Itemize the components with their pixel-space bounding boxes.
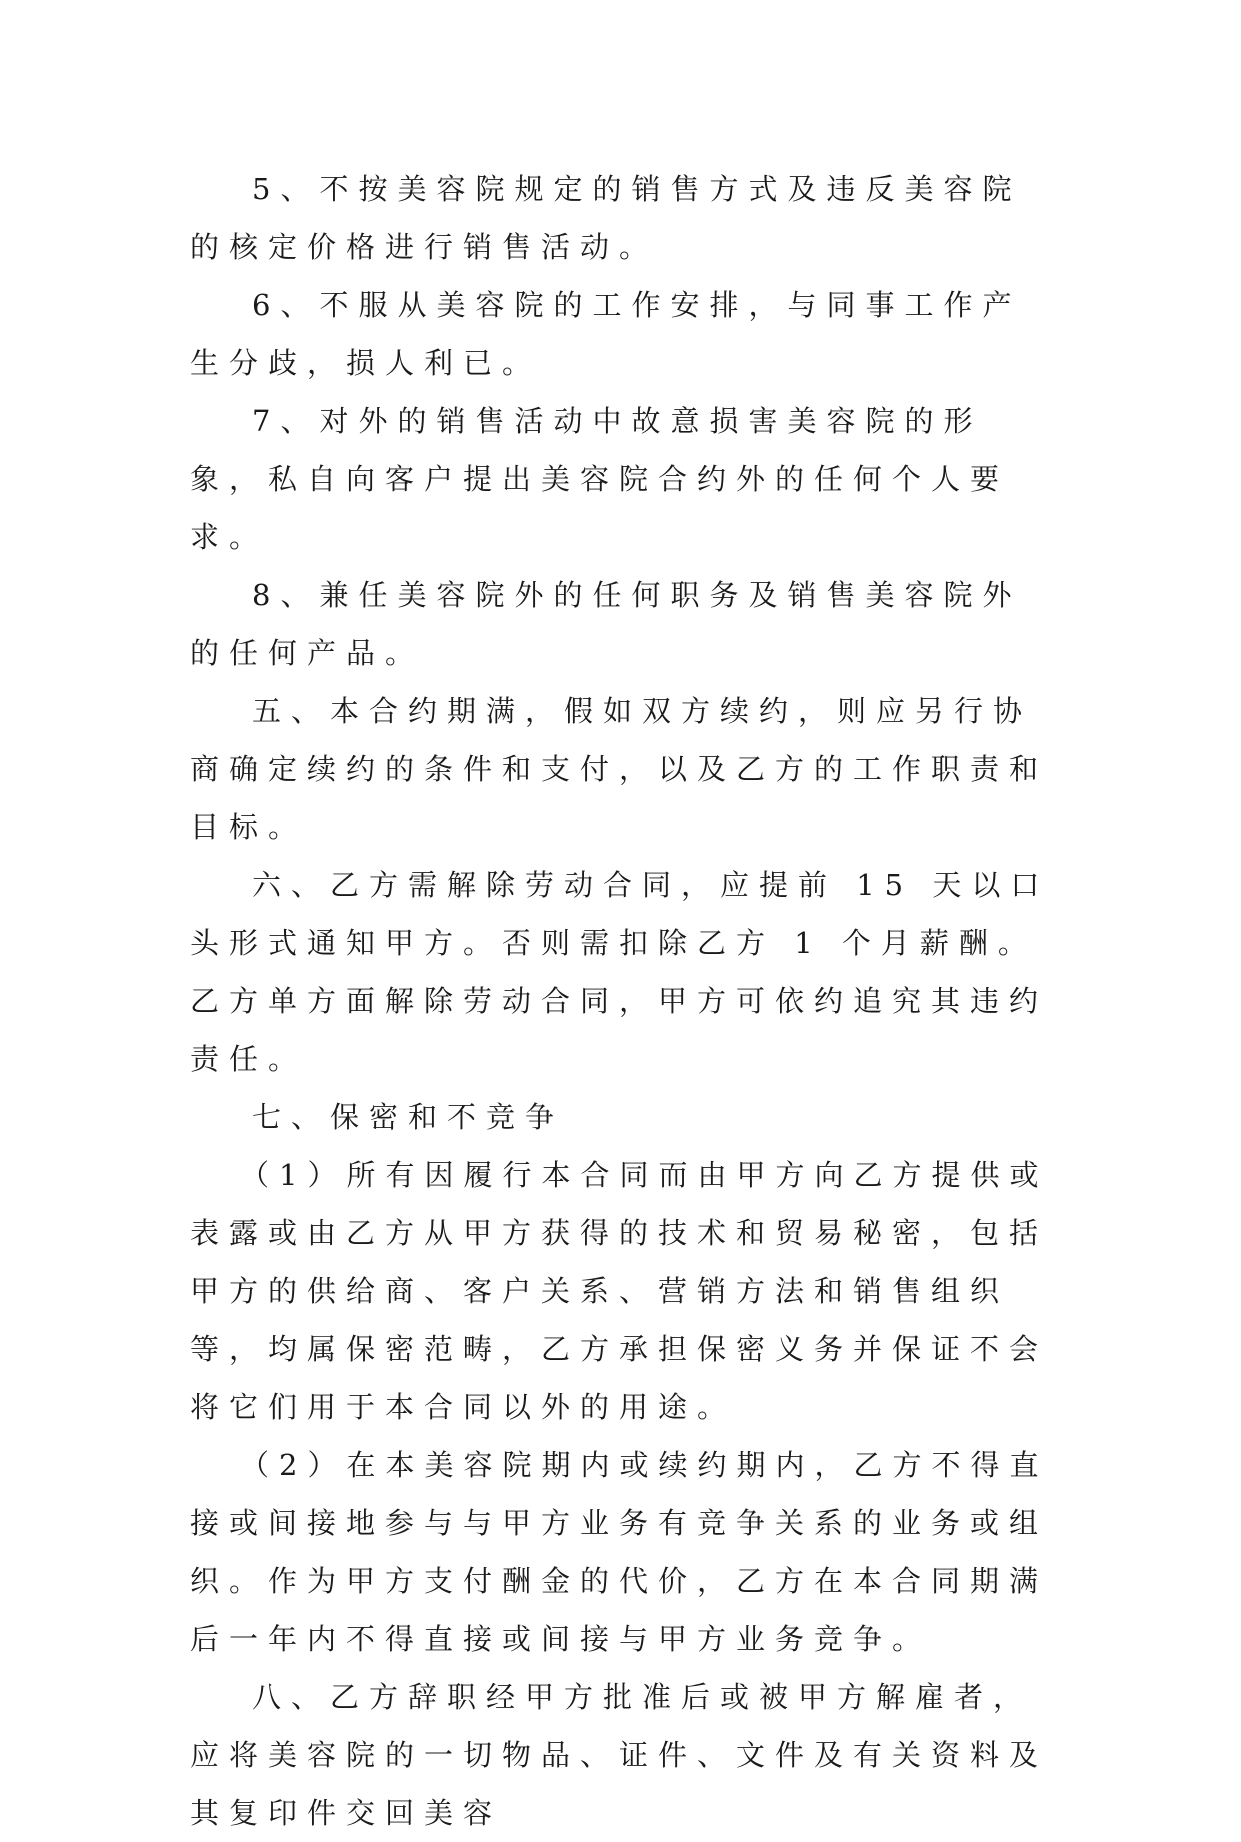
section-7-item-2: （2）在本美容院期内或续约期内，乙方不得直接或间接地参与与甲方业务有竞争关系的业务或组织。作为甲方支付酬金的代价，乙方在本合同期满后一年内不得直接或间接与甲方业务竞争。 (190, 1448, 1049, 1656)
document-body (190, 160, 1060, 1842)
clause-8: 8、兼任美容院外的任何职务及销售美容院外的任何产品。 (190, 578, 1022, 670)
section-6-termination: 六、乙方需解除劳动合同，应提前 15 天以口头形式通知甲方。否则需扣除乙方 1 个月薪酬。乙方单方面解除劳动合同，甲方可依约追究其违约责任。 (190, 868, 1050, 1076)
clause-6: 6、不服从美容院的工作安排，与同事工作产生分歧，损人利已。 (190, 288, 1022, 380)
clause-5: 5、不按美容院规定的销售方式及违反美容院的核定价格进行销售活动。 (190, 172, 1022, 264)
section-7-item-1: （1）所有因履行本合同而由甲方向乙方提供或表露或由乙方从甲方获得的技术和贸易秘密，包括甲方的供给商、客户关系、营销方法和销售组织等，均属保密范畴，乙方承担保密义务并保证不会将它们用于本合同以外的用途。 (190, 1158, 1049, 1424)
section-5-renewal: 五、本合约期满，假如双方续约，则应另行协商确定续约的条件和支付，以及乙方的工作职责和目标。 (190, 694, 1049, 844)
clause-7: 7、对外的销售活动中故意损害美容院的形象，私自向客户提出美容院合约外的任何个人要求。 (190, 404, 1010, 554)
section-8-resignation: 八、乙方辞职经甲方批准后或被甲方解雇者，应将美容院的一切物品、证件、文件及有关资料及其复印件交回美容 (190, 1680, 1049, 1830)
section-7-heading: 七、保密和不竞争 (252, 1100, 565, 1134)
